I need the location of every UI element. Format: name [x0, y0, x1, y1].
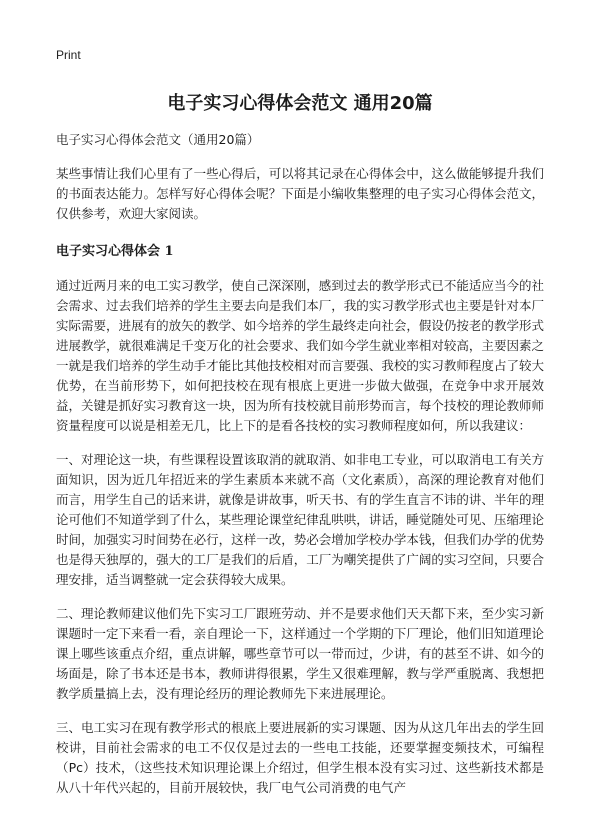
body-paragraph-3: 二、理论教师建议他们先下实习工厂跟班劳动、并不是要求他们天天都下来，至少实习新课题时一定下来看一看，亲自理论一下，这样通过一个学期的下厂理论，他们旧知道理论课上哪些该重点介绍，重点讲解，哪些章节可以一带而过，少讲，有的甚至不讲、如今的场面是，除了书本还是书本，教师讲得很累，学生又很难理解，教与学严重脱离、我想把教学质量搞上去，没有理论经历的理论教师先下来进展理论。: [56, 606, 544, 701]
document-title: 电子实习心得体会范文 通用20篇: [167, 93, 433, 114]
print-label: Print: [56, 48, 81, 62]
body-paragraph-1: 通过近两月来的电工实习教学，使自己深深刚，感到过去的教学形式已不能适应当今的社会需求、过去我们培养的学生主要去向是我们本厂，我的实习教学形式也主要是针对本厂实际需要，进展有的放矢的教学、如今培养的学生最终走向社会，假设仍按老的教学形式进展教学，就很难满足千变万化的社会要求、我们如今学生就业率相对较高，主要因素之一就是我们培养的学生动手才能比其他技校相对而言要强、我校的实习教师程度占了较大优势，在当前形势下，如何把技校在现有根底上更进一步做大做强，在竞争中求开展效益，关键是抓好实习教育这一块，因为所有技校就目前形势而言，每个技校的理论教师师资量程度可以说是相差无几，比上下的是看各技校的实习教师程度如何，所以我建议：: [56, 278, 544, 433]
section-heading: 电子实习心得体会 1: [56, 244, 174, 259]
body-paragraph-4: 三、电工实习在现有教学形式的根底上要进展新的实习课题、因为从这几年出去的学生回校讲，目前社会需求的电工不仅仅是过去的一些电工技能，还要掌握变频技术，可编程（Pc）技术，（这些技术知识理论课上介绍过，但学生根本没有实习过、这些新技术都是从八十年代兴起的，目前开展较快，我厂电气公司消费的电气产: [56, 720, 544, 795]
document-subtitle: 电子实习心得体会范文（通用20篇）: [56, 132, 260, 147]
intro-paragraph: 某些事情让我们心里有了一些心得后，可以将其记录在心得体会中，这么做能够提升我们的书面表达能力。怎样写好心得体会呢？下面是小编收集整理的电子实习心得体会范文，仅供参考，欢迎大家阅读。: [56, 166, 544, 221]
body-paragraph-2: 一、对理论这一块，有些课程设置该取消的就取消、如非电工专业，可以取消电工有关方面知识，因为近几年招近来的学生素质本来就不高（文化素质），高深的理论教育对他们而言，用学生自己的话来讲，就像是讲故事，听天书、有的学生直言不讳的讲、半年的理论可他们不知道学到了什么，某些理论课堂纪律乱哄哄，讲话，睡觉随处可见、压缩理论时间，加强实习时间势在必行，这样一改，势必会增加学校办学本钱，但我们办学的优势也是得天独厚的，强大的工厂是我们的后盾，工厂为嘲笑提供了广阔的实习空间，只要合理安排，适当调整就一定会获得较大成果。: [56, 452, 544, 587]
